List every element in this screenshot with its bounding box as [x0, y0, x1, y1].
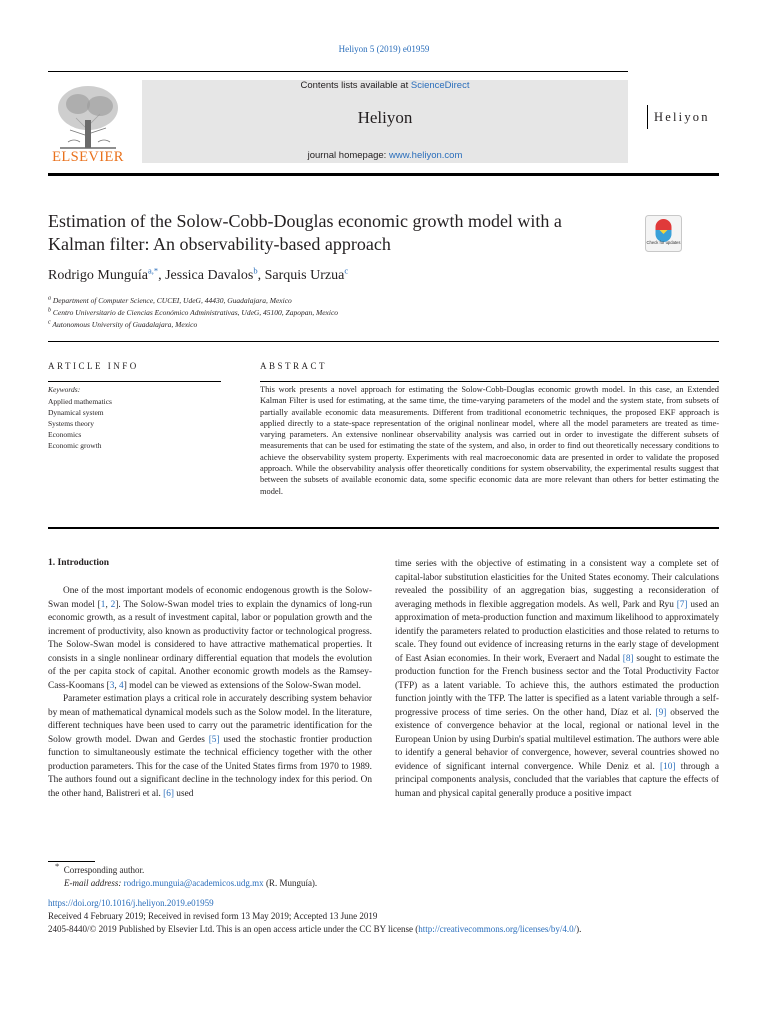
contents-line	[142, 80, 628, 91]
sciencedirect-link[interactable]: ScienceDirect	[410, 80, 470, 91]
author-list	[48, 265, 349, 284]
keyword: Economic growth	[48, 441, 102, 450]
author-separator: ,	[257, 268, 265, 283]
article-info-heading: ARTICLE INFO	[48, 361, 139, 371]
reference-link[interactable]: [9]	[655, 707, 667, 718]
reference-link[interactable]: 2	[110, 599, 116, 610]
author-affiliation-mark[interactable]: c	[344, 265, 349, 276]
article-info-rule	[48, 381, 221, 382]
body-column-left	[48, 585, 372, 801]
abstract-heading: ABSTRACT	[260, 361, 328, 371]
reference-link[interactable]: [7]	[676, 599, 688, 610]
license-prefix: 2405-8440/© 2019 Published by Elsevier Ltd. This is an open access article under the CC BY license (	[48, 924, 419, 934]
email-note	[64, 878, 317, 888]
abstract-bottom-rule	[48, 527, 719, 529]
abstract-text: This work presents a novel approach for estimating the Solow-Cobb-Douglas economic growth model. In this case, an Extended Kalman Filter is used for estimating, at the same time, the time-varying parameters of the model and the system state, from subsets of partially available economic data measurements. Different from traditional econometric techniques, the proposed EKF approach is applied directly to a state-space representation of the original nonlinear model, where all the model parameters are treated as time-varying parameters. An extensive nonlinear observability analysis was carried out in order to investigate the different subsets of measurements that can be used for estimating the state of the system, and also, in order to find out theoretically necessary conditions to achieve the observability system property. Experiments with real macroeconomic data are presented in order to validate the proposed approach. While the observability analysis offer theoretically conditions for system observability, the experimental results suggest that between the subsets of available economic data, some specific economic data are more relevant than others for better estimating the model.	[260, 385, 719, 496]
reference-link[interactable]: [8]	[622, 653, 634, 664]
front-matter-rule	[48, 341, 719, 342]
email-suffix: (R. Munguía).	[263, 878, 318, 888]
license-suffix: ).	[576, 924, 582, 934]
crossmark-label: Check for updates	[646, 240, 681, 245]
affiliation-c: $^c$ Autonomous University of Guadalajara, Mexico	[48, 319, 198, 329]
header-thick-rule	[48, 173, 719, 176]
footnote-mark: *	[55, 861, 60, 871]
homepage-line	[142, 150, 628, 161]
keywords-label: Keywords:	[48, 385, 81, 394]
author-name: Rodrigo Munguía	[48, 268, 148, 283]
keyword: Systems theory	[48, 419, 95, 428]
journal-cover-title: Heliyon	[654, 110, 710, 124]
corresponding-author-note	[55, 861, 145, 875]
header-rule	[48, 71, 628, 72]
body-paragraph: time series with the objective of estimating in a consistent way a complete set of capital-labor substitution elasticities for the United States economy. Their calculations revealed the possibility of an aggregation bias, suggesting a reconsideration of averaging methods in flexible aggregation models. As well, Park and Ryu [7] used an approximation of meta-production function and maximum likelihood to approximately identify the parameters related to production elasticities and those related to returns to scale. They found out evidence of increasing returns in the early stage of development of East Asian economies. In their work, Everaert and Nadal [8] sought to estimate the production function for the French business sector and the Total Productivity Factor (TFP) as a latent variable. To achieve this, the authors estimated the production function jointly with the TFP. The latter is specified as a latent variable through a self-progressive process of time series. On the other hand, Díaz et al. [9] observed the existence of convergence behavior at the local, regional or national level in the European Union by using Durbin's spatial multilevel estimation. The authors were able to identify a general behavior of convergence, however, several countries showed no evidence of significant internal convergence. While Deniz et al. [10] through a principal components analysis, concluded that the variables that capture the effects of human and physical capital generally produce a positive impact	[395, 559, 720, 799]
keywords-list	[48, 396, 112, 451]
journal-citation[interactable]	[0, 44, 768, 54]
article-title: Estimation of the Solow-Cobb-Douglas economic growth model with a Kalman filter: An observability-based approach	[48, 211, 562, 254]
reference-link[interactable]: 1	[100, 599, 106, 610]
author-affiliation-mark[interactable]: a,*	[147, 265, 159, 276]
keyword: Applied mathematics	[48, 397, 112, 406]
affiliation-a: $^a$ Department of Computer Science, CUCEI, UdeG, 44430, Guadalajara, Mexico	[48, 295, 292, 305]
contents-prefix: Contents lists available at	[300, 80, 411, 91]
reference-link[interactable]: 4	[119, 680, 124, 691]
keyword: Dynamical system	[48, 408, 104, 417]
citation-link[interactable]: Heliyon 5 (2019) e01959	[338, 44, 430, 54]
elsevier-wordmark: ELSEVIER	[52, 149, 124, 165]
reference-link[interactable]: [5]	[208, 734, 220, 745]
doi-line[interactable]	[48, 898, 214, 908]
body-paragraph: Parameter estimation plays a critical role in accurately describing system behavior by mean of mathematical dynamical models such as the Solow model. In the literature, different techniques have been used to carry out the parametric identification for the Solow growth model. Dwan and Gerdes [5] used the stochastic frontier production function to simultaneously estimate the technical efficiency together with the other production parameters. This for the case of the United States firms from 1970 to 1989. The authors found out a significant decline in the technology index for this period. On the other hand, Balistreri et al. [6] used	[48, 694, 372, 799]
reference-link[interactable]: 3	[109, 680, 115, 691]
affiliation-b: $^b$ Centro Universitario de Ciencias Económico Administrativas, UdeG, 45100, Zapopan, Mexico	[48, 307, 339, 317]
homepage-prefix: journal homepage:	[307, 150, 389, 161]
corresponding-text: Corresponding author.	[63, 865, 145, 875]
abstract-rule	[260, 381, 719, 382]
body-column-right	[395, 558, 719, 801]
keyword: Economics	[48, 430, 82, 439]
reference-link[interactable]: [10]	[660, 761, 676, 772]
license-line	[48, 924, 581, 934]
reference-link[interactable]: [6]	[163, 788, 174, 799]
author-affiliation-mark[interactable]: b	[253, 265, 258, 276]
author-name: Jessica Davalos	[165, 268, 254, 283]
author-name: Sarquis Urzua	[264, 268, 345, 283]
cover-divider	[647, 105, 648, 129]
journal-name: Heliyon	[357, 108, 413, 127]
homepage-link[interactable]: www.heliyon.com	[388, 150, 463, 161]
received-dates: Received 4 February 2019; Received in revised form 13 May 2019; Accepted 13 June 2019	[48, 911, 378, 921]
crossmark-icon[interactable]	[645, 215, 682, 252]
doi-link[interactable]: https://doi.org/10.1016/j.heliyon.2019.e01959	[48, 898, 214, 908]
email-link[interactable]: rodrigo.munguia@academicos.udg.mx	[123, 878, 264, 888]
email-label: E-mail address:	[64, 878, 122, 888]
author-separator: ,	[158, 268, 166, 283]
license-link[interactable]: http://creativecommons.org/licenses/by/4.0/	[418, 924, 577, 934]
body-paragraph: One of the most important models of economic endogenous growth is the Solow-Swan model [1, 2]. The Solow-Swan model tries to explain the dynamics of long-run economic growth, as a result of investment capital, labor or population growth and the increment of productivity, also known as productivity factor or technological progress. The Solow-Swan model is considered to have attractive mathematical properties. It consists in a single nonlinear ordinary differential equation that models the evolution of the per capita stock of capital. Another economic growth models as the Ramsey-Cass-Koomans [3, 4] model can be viewed as extensions of the Solow-Swan model.	[48, 586, 372, 691]
section-heading: 1. Introduction	[48, 558, 110, 568]
